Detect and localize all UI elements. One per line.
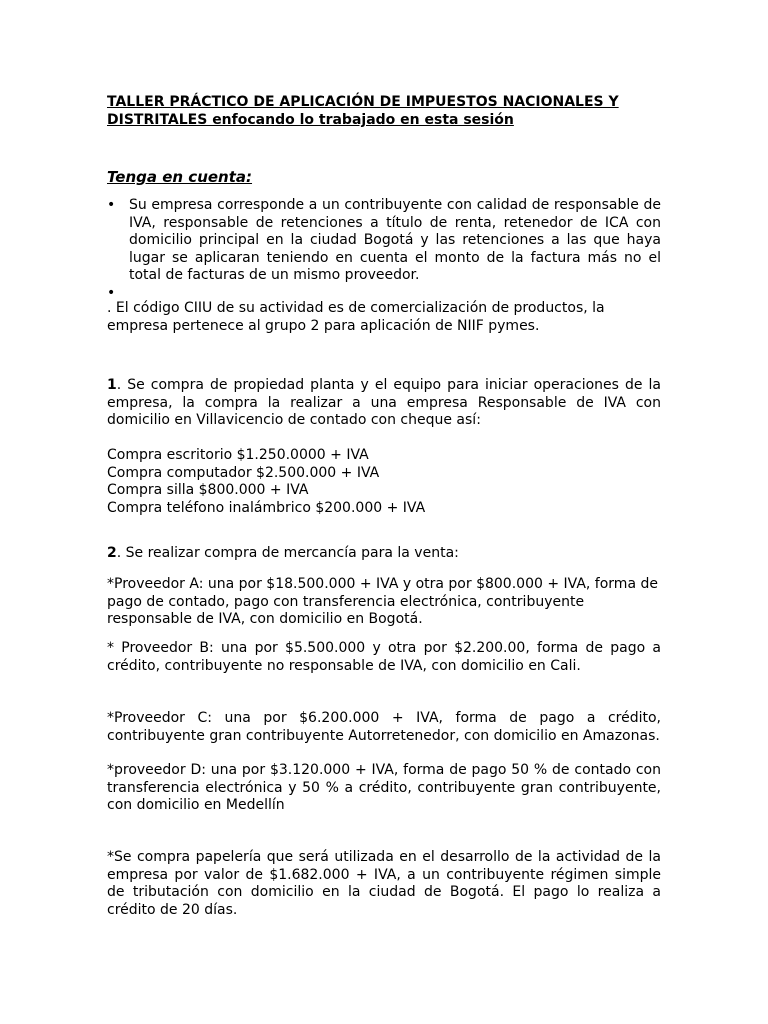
- proveedor-b-paragraph: * Proveedor B: una por $5.500.000 y otra por $2.200.00, forma de pago a crédito, contribuyente no responsable de IVA, con domicilio en Cali.: [107, 640, 661, 674]
- proveedor-c-paragraph: *Proveedor C: una por $6.200.000 + IVA, forma de pago a crédito, contribuyente gran contribuyente Autorretenedor, con domicilio en Amazonas.: [107, 710, 661, 744]
- notes-bullet-list: [107, 197, 661, 301]
- item-2-paragraph: [107, 545, 661, 563]
- bullet-text: Su empresa corresponde a un contribuyente con calidad de responsable de IVA, responsable de retenciones a título de renta, retenedor de ICA con domicilio principal en la ciudad Bogotá y las retenciones a las que haya lugar se aplicaran teniendo en cuenta el monto de la factura más no el total de facturas de un mismo proveedor.: [129, 197, 661, 283]
- item-1-text: . Se compra de propiedad planta y el equipo para iniciar operaciones de la empresa, la compra la realizar a una empresa Responsable de IVA con domicilio en Villavicencio de contado con cheque así:: [107, 377, 661, 428]
- proveedor-a-paragraph: *Proveedor A: una por $18.500.000 + IVA y otra por $800.000 + IVA, forma de pago de contado, pago con transferencia electrónica, contribuyente responsable de IVA, con domicilio en Bogotá.: [107, 576, 658, 627]
- bullet-item: [107, 197, 661, 285]
- document-title: TALLER PRÁCTICO DE APLICACIÓN DE IMPUESTOS NACIONALES Y DISTRITALES enfocando lo trabajado en esta sesión: [107, 94, 619, 128]
- purchase-line: Compra computador $2.500.000 + IVA: [107, 464, 380, 481]
- item-1-paragraph: [107, 377, 661, 430]
- proveedor-d-paragraph: *proveedor D: una por $3.120.000 + IVA, forma de pago 50 % de contado con transferencia electrónica y 50 % a crédito, contribuyente gran contribuyente, con domicilio en Medellín: [107, 762, 661, 813]
- item-1-purchase-list: [107, 447, 661, 517]
- document-page: [107, 93, 661, 918]
- papeleria-paragraph: *Se compra papelería que será utilizada en el desarrollo de la actividad de la empresa por valor de $1.682.000 + IVA, a un contribuyente régimen simple de tributación con domicilio en la ciudad de Bogotá. El pago lo realiza a crédito de 20 días.: [107, 849, 661, 918]
- tenga-en-cuenta-heading: Tenga en cuenta:: [107, 168, 253, 186]
- bullet-dot-icon: •: [107, 197, 116, 213]
- purchase-line: Compra escritorio $1.250.0000 + IVA: [107, 447, 369, 463]
- item-2-text: . Se realizar compra de mercancía para la venta:: [116, 545, 459, 561]
- purchase-line: Compra silla $800.000 + IVA: [107, 482, 309, 498]
- bullet-dot-icon: •: [107, 284, 116, 301]
- item-2-number: 2: [107, 545, 117, 561]
- purchase-line: Compra teléfono inalámbrico $200.000 + IVA: [107, 499, 426, 516]
- ciiu-paragraph: . El código CIIU de su actividad es de comercialización de productos, la empresa pertenece al grupo 2 para aplicación de NIIF pymes.: [107, 300, 605, 334]
- item-1-number: 1: [107, 377, 117, 393]
